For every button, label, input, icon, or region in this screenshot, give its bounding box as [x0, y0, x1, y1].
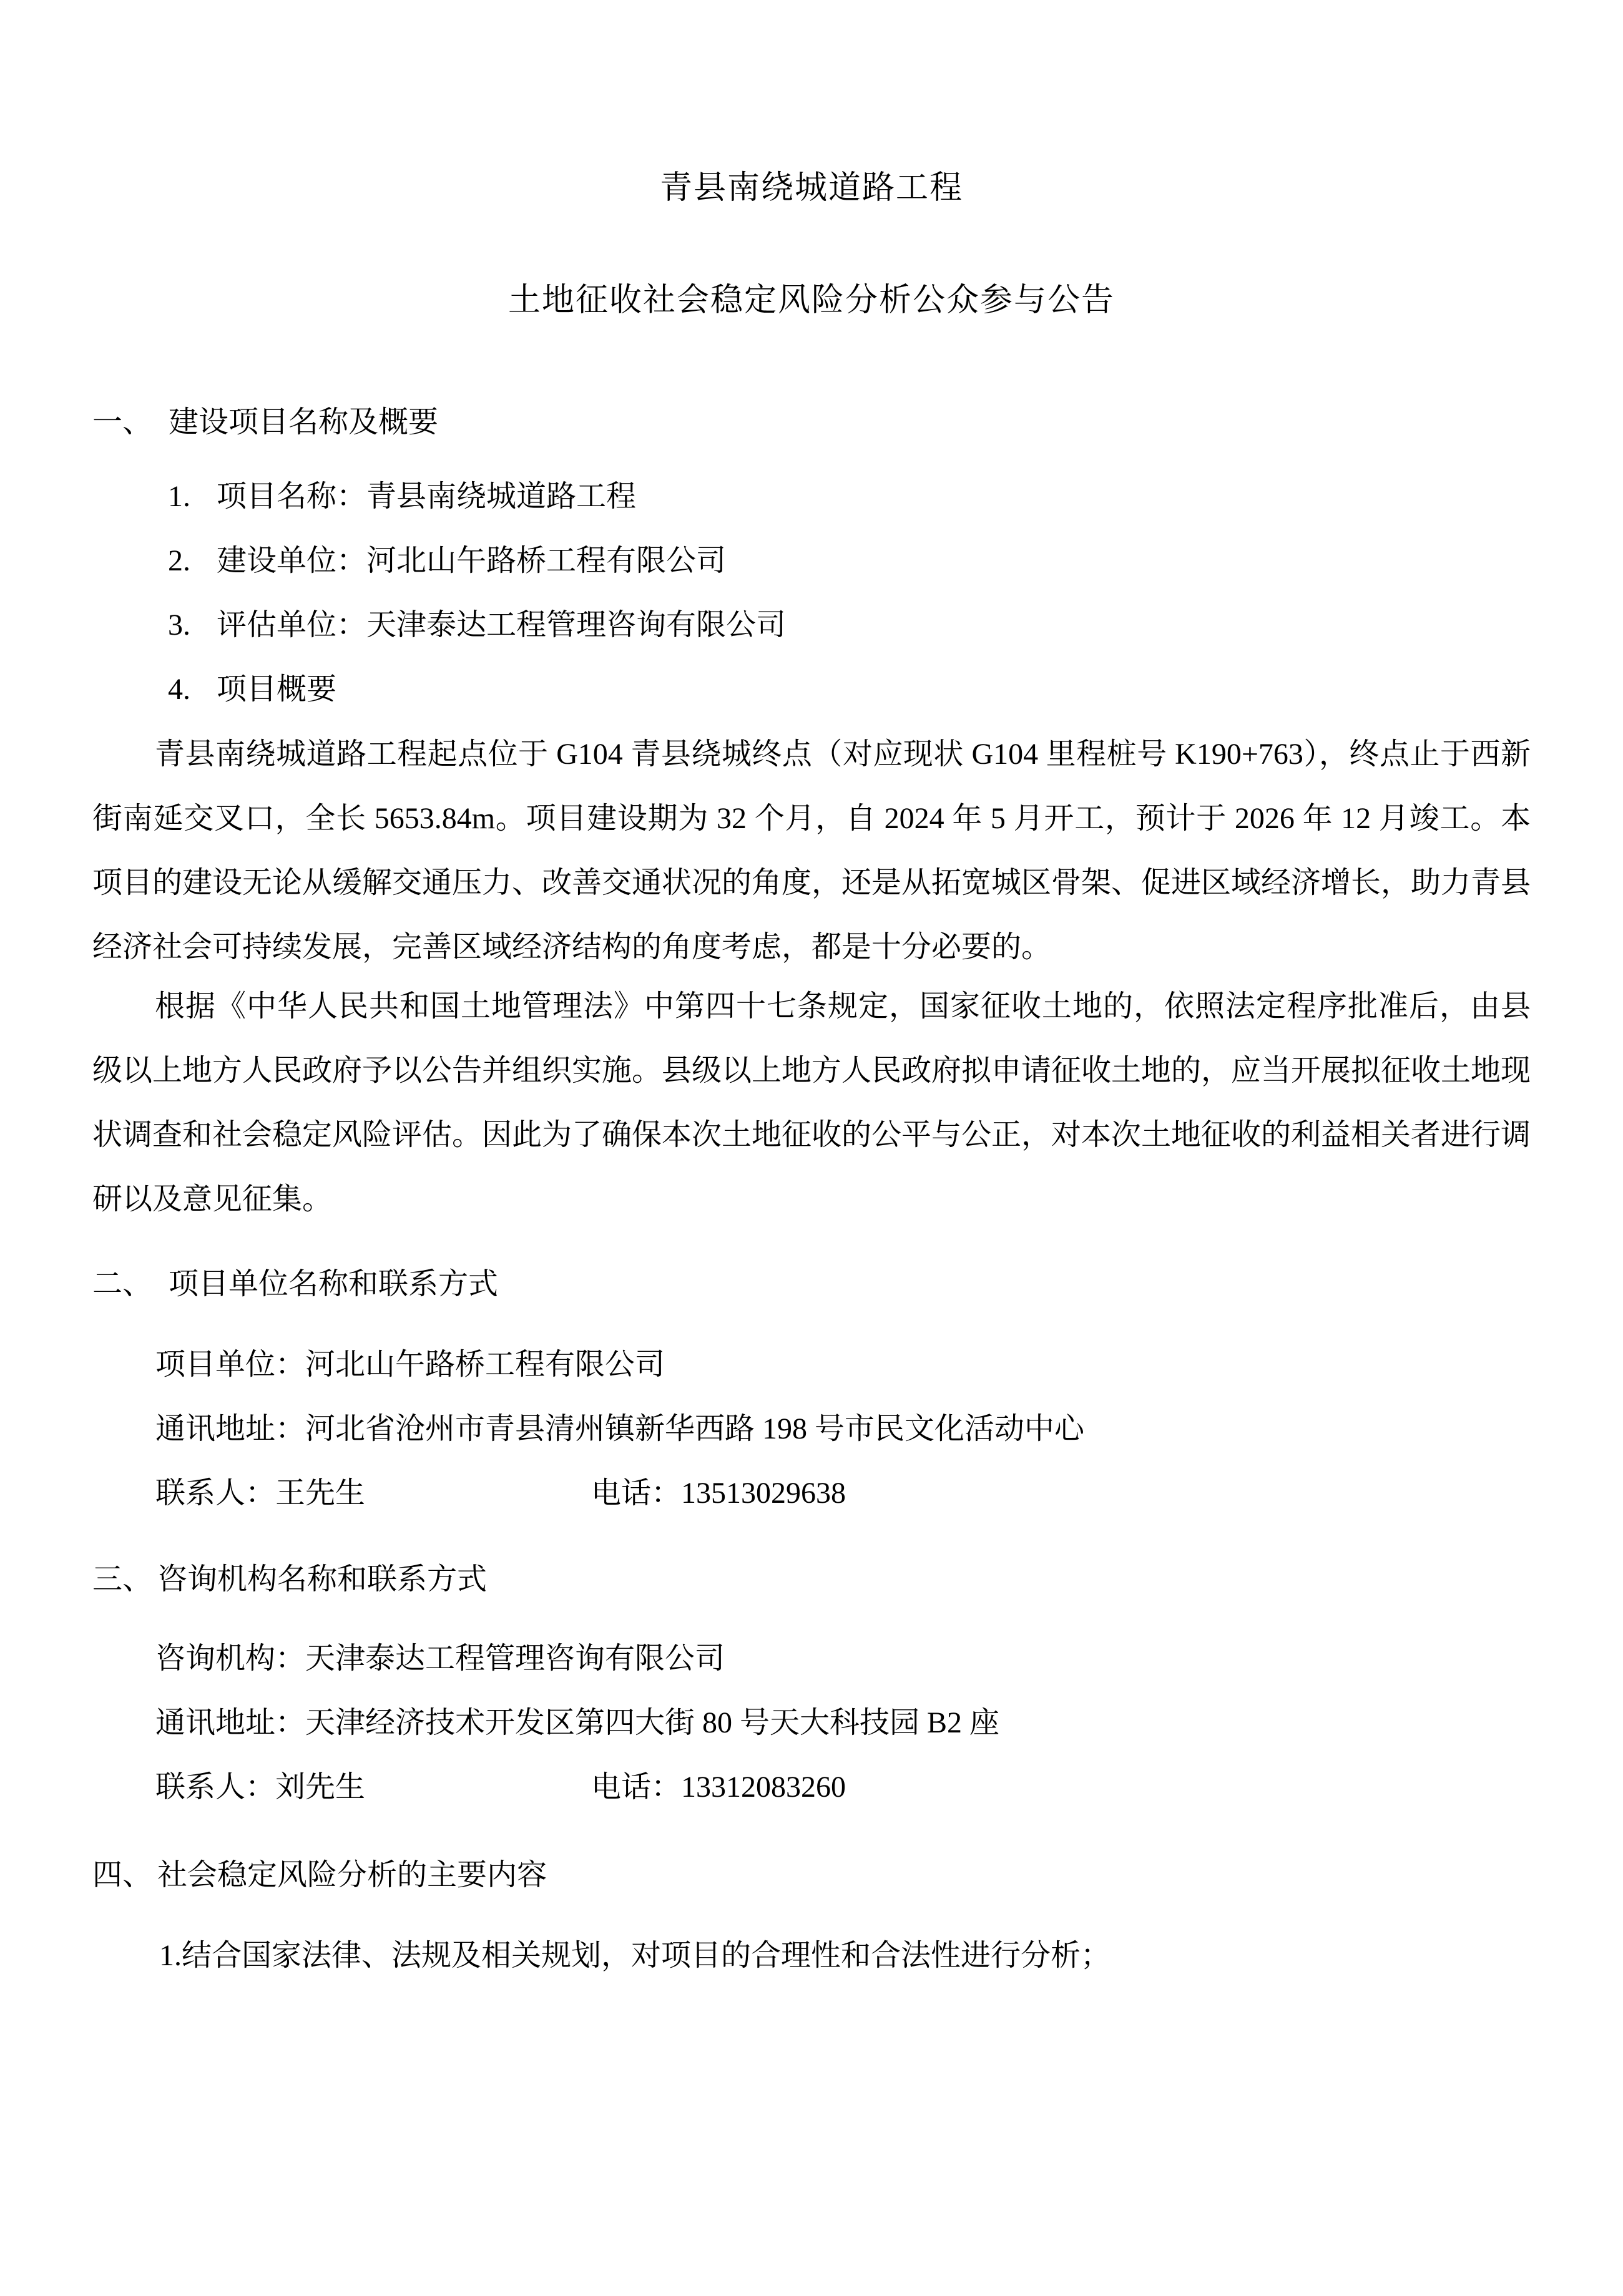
list-item-project-name [92, 464, 1531, 529]
section-2-number: 二、 [92, 1268, 153, 1301]
list-item-project-summary [92, 657, 1531, 721]
consult-phone-label: 电话： [591, 1771, 682, 1804]
project-contact-row [92, 1461, 1531, 1525]
list-item-text: 建设单位：河北山午路桥工程有限公司 [217, 544, 727, 577]
doc-title: 青县南绕城道路工程 [659, 170, 963, 206]
section-3-heading [92, 1547, 1531, 1611]
project-contact-left [155, 1461, 591, 1525]
project-phone-label: 电话： [591, 1477, 682, 1510]
consult-phone-number: 13312083260 [681, 1771, 846, 1804]
section-4-heading [92, 1843, 1531, 1907]
project-unit-value: 河北山午路桥工程有限公司 [305, 1348, 665, 1381]
list-item-assessment-unit [92, 593, 1531, 657]
project-phone-number: 13513029638 [681, 1477, 846, 1510]
consult-address-value: 天津经济技术开发区第四大街 80 号天大科技园 B2 座 [305, 1706, 1000, 1739]
list-item-number: 2. [168, 544, 190, 577]
list-item-number: 3. [168, 608, 190, 642]
project-contact-label: 联系人： [155, 1477, 276, 1510]
list-item-construction-unit [92, 529, 1531, 593]
project-address-row [92, 1397, 1531, 1461]
consult-org-label: 咨询机构： [155, 1642, 306, 1675]
consult-contact-left [155, 1755, 591, 1819]
project-address-value: 河北省沧州市青县清州镇新华西路 198 号市民文化活动中心 [305, 1412, 1085, 1445]
consult-address-label: 通讯地址： [155, 1706, 306, 1739]
consult-contact-name: 刘先生 [275, 1771, 366, 1804]
consult-address-row [92, 1691, 1531, 1755]
section-1-heading [92, 390, 1531, 454]
section-3-title: 咨询机构名称和联系方式 [157, 1563, 488, 1596]
list-item-text: 评估单位：天津泰达工程管理咨询有限公司 [217, 608, 787, 642]
section-4-number: 四、 [92, 1859, 153, 1892]
legal-basis-paragraph: 根据《中华人民共和国土地管理法》中第四十七条规定，国家征收土地的，依照法定程序批准后，由县级以上地方人民政府予以公告并组织实施。县级以上地方人民政府拟申请征收土地的，应当开展拟征收土地现状调查和社会稳定风险评估。因此为了确保本次土地征收的公平与公正，对本次土地征收的利益相关者进行调研以及意见征集。 [92, 990, 1531, 1216]
project-unit-row [92, 1332, 1531, 1397]
section-2-title: 项目单位名称和联系方式 [169, 1268, 499, 1301]
project-contact-name: 王先生 [275, 1477, 366, 1510]
doc-subtitle: 土地征收社会稳定风险分析公众参与公告 [507, 283, 1115, 318]
section-4-title: 社会稳定风险分析的主要内容 [157, 1859, 547, 1892]
project-unit-label: 项目单位： [155, 1348, 306, 1381]
consult-contact-row [92, 1755, 1531, 1819]
list-item-text: 项目名称：青县南绕城道路工程 [217, 480, 637, 513]
list-item-number: 4. [168, 673, 190, 706]
analysis-point-1: 1.结合国家法律、法规及相关规划，对项目的合理性和合法性进行分析； [159, 1939, 1111, 1972]
section-1-title: 建设项目名称及概要 [169, 406, 439, 439]
list-item-text: 项目概要 [217, 673, 337, 706]
list-item-number: 1. [168, 480, 190, 513]
project-address-label: 通讯地址： [155, 1412, 306, 1445]
section-3-number: 三、 [92, 1563, 153, 1596]
consult-org-row [92, 1626, 1531, 1691]
project-overview-paragraph: 青县南绕城道路工程起点位于 G104 青县绕城终点（对应现状 G104 里程桩号 K190+763），终点止于西新街南延交叉口，全长 5653.84m。项目建设期为 32 个月，自 2024 年 5 月开工，预计于 2026 年 12 月竣工。本项目的建设无论从缓解交通压力、改善交通状况的角度，还是从拓宽城区骨架、促进区域经济增长，助力青县经济社会可持续发展，完善区域经济结构的角度考虑，都是十分必要的。 [92, 738, 1531, 964]
consult-contact-label: 联系人： [155, 1771, 276, 1804]
consult-org-value: 天津泰达工程管理咨询有限公司 [305, 1642, 725, 1675]
section-2-heading [92, 1252, 1531, 1316]
section-1-number: 一、 [92, 406, 153, 439]
